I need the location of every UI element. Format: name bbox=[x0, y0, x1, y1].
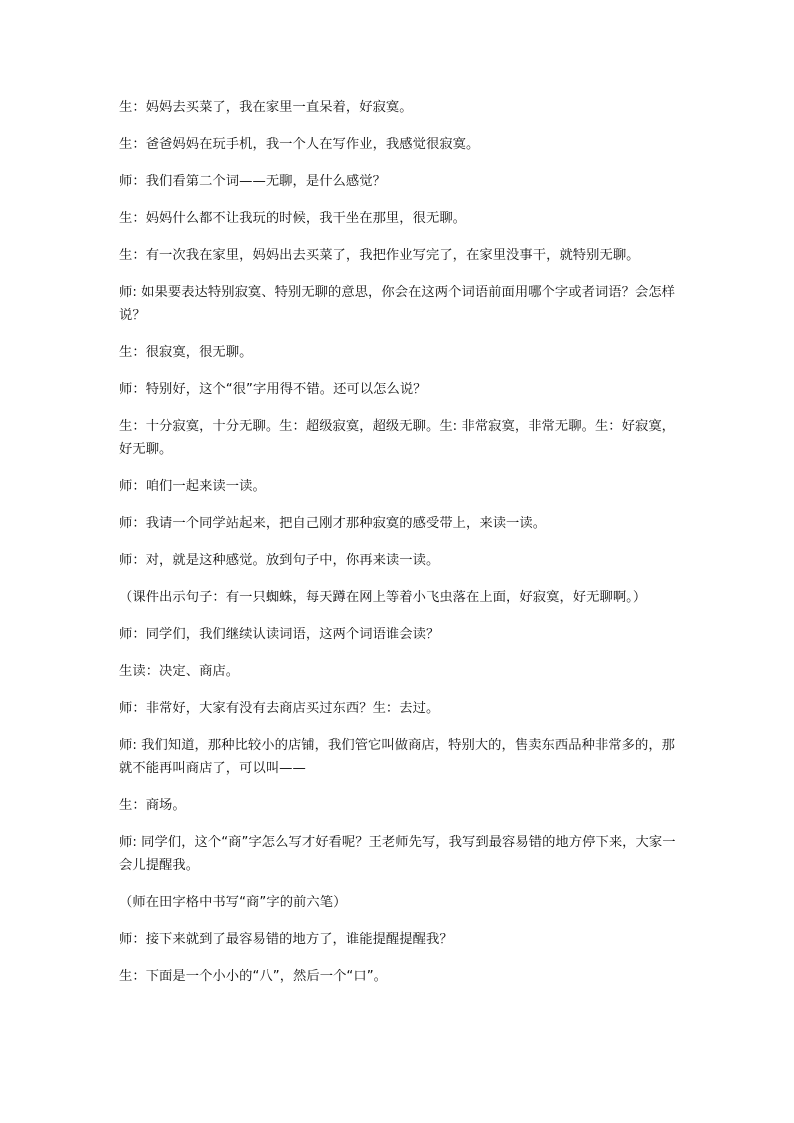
paragraph-5: 生：有一次我在家里，妈妈出去买菜了，我把作业写完了，在家里没事干，就特别无聊。 bbox=[119, 248, 640, 263]
paragraph-3: 师：我们看第二个词——无聊，是什么感觉？ bbox=[119, 174, 386, 189]
paragraph-10: 师：咱们一起来读一读。 bbox=[119, 479, 266, 494]
paragraph-6: 师: 如果要表达特别寂寞、特别无聊的意思，你会在这两个词语前面用哪个字或者词语？会怎样说？ bbox=[119, 285, 676, 323]
paragraph-16: 师：非常好，大家有没有去商店买过东西？生：去过。 bbox=[119, 701, 440, 716]
document-body bbox=[119, 96, 679, 988]
paragraph-15: 生读：决定、商店。 bbox=[119, 664, 240, 679]
paragraph-4: 生：妈妈什么都不让我玩的时候，我干坐在那里，很无聊。 bbox=[119, 211, 467, 226]
paragraph-22: 生：下面是一个小小的“八”，然后一个“口”。 bbox=[119, 969, 387, 984]
paragraph-12: 师：对，就是这种感觉。放到句子中，你再来读一读。 bbox=[119, 553, 440, 568]
paragraph-19: 师: 同学们，这个“商”字怎么写才好看呢？王老师先写，我写到最容易错的地方停下来，大家一会儿提醒我。 bbox=[119, 835, 676, 873]
paragraph-9: 生：十分寂寞，十分无聊。生：超级寂寞，超级无聊。生: 非常寂寞，非常无聊。生：好寂寞，好无聊。 bbox=[119, 419, 676, 457]
paragraph-8: 师：特别好，这个“很”字用得不错。还可以怎么说？ bbox=[119, 382, 427, 397]
paragraph-21: 师：接下来就到了最容易错的地方了，谁能提醒提醒我？ bbox=[119, 932, 453, 947]
paragraph-11: 师：我请一个同学站起来，把自己刚才那种寂寞的感受带上，来读一读。 bbox=[119, 516, 547, 531]
paragraph-14: 师：同学们，我们继续认读词语，这两个词语谁会读？ bbox=[119, 627, 440, 642]
paragraph-20: （师在田字格中书写“商”字的前六笔） bbox=[119, 895, 347, 910]
paragraph-1: 生：妈妈去买菜了，我在家里一直呆着，好寂寞。 bbox=[119, 100, 413, 115]
paragraph-13: （课件出示句子：有一只蜘蛛，每天蹲在网上等着小飞虫落在上面，好寂寞，好无聊啊。） bbox=[119, 590, 647, 605]
paragraph-2: 生：爸爸妈妈在玩手机，我一个人在写作业，我感觉很寂寞。 bbox=[119, 137, 480, 152]
paragraph-18: 生：商场。 bbox=[119, 798, 186, 813]
paragraph-17: 师: 我们知道，那种比较小的店铺，我们管它叫做商店，特别大的，售卖东西品种非常多的，那就不能再叫商店了，可以叫—— bbox=[119, 738, 676, 776]
paragraph-7: 生：很寂寞，很无聊。 bbox=[119, 345, 253, 360]
